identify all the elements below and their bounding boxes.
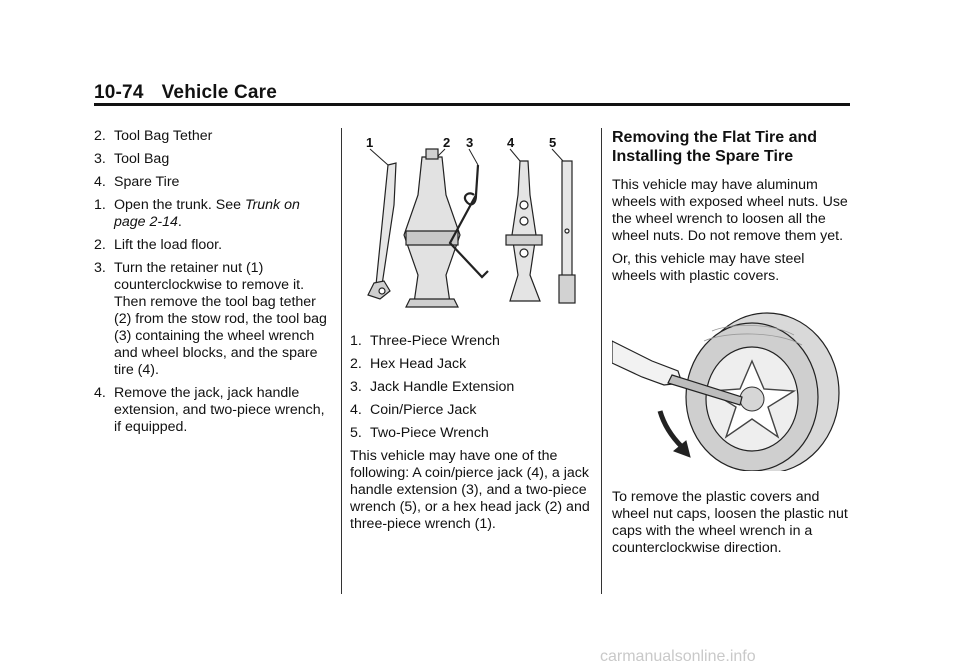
column-middle <box>350 135 595 539</box>
page-header <box>94 82 850 104</box>
list-item: 3. Jack Handle Extension <box>350 379 515 395</box>
callout-4: 4 <box>507 135 515 150</box>
trunk-reference-link[interactable]: Trunk on page 2-14 <box>114 197 300 230</box>
coin-pierce-jack-icon <box>506 161 542 301</box>
header-title <box>94 82 850 104</box>
list-item: 3. Tool Bag <box>94 151 170 167</box>
callout-1: 1 <box>366 135 374 150</box>
three-piece-wrench-icon <box>368 163 396 299</box>
section-heading: Removing the Flat Tire and Installing the Spare Tire <box>612 129 818 165</box>
list-item: 1. Open the trunk. See Trunk on page 2-14. <box>94 197 300 230</box>
watermark: carmanualsonline.info <box>600 648 756 665</box>
two-piece-wrench-icon <box>559 161 575 303</box>
wheel-wrench-illustration <box>612 301 852 471</box>
page-number: 10-74 <box>94 82 144 103</box>
jack-tools-illustration <box>350 135 595 313</box>
callout-2: 2 <box>443 135 451 150</box>
steps-list <box>94 197 334 436</box>
list-item: 2. Tool Bag Tether <box>94 128 213 144</box>
list-item: 2. Lift the load floor. <box>94 237 223 253</box>
list-item: 4. Spare Tire <box>94 174 180 190</box>
callout-3: 3 <box>466 135 474 150</box>
counterclockwise-arrow-icon <box>660 411 690 457</box>
tools-paragraph: This vehicle may have one of the following: A coin/pierce jack (4), a jack handle extension (3), and a two-piece wrench (5), or a hex head jack (2) and three-piece wrench (1). <box>350 448 590 532</box>
paragraph-aluminum: This vehicle may have aluminum wheels with exposed wheel nuts. Use the wheel wrench to loosen all the wheel nuts. Do not remove them yet. <box>612 177 848 244</box>
header-rule <box>94 103 850 106</box>
hex-head-jack-icon <box>404 149 460 307</box>
tools-legend <box>350 333 595 442</box>
list-item: 3. Turn the retainer nut (1) counterclockwise to remove it. Then remove the tool bag tether (2) from the stow rod, the tool bag (3) containing the wheel wrench and wheel blocks, and the spare tire (4). <box>94 260 327 378</box>
list-item: 1. Three-Piece Wrench <box>350 333 500 349</box>
section-title: Vehicle Care <box>161 82 278 103</box>
list-item: 2. Hex Head Jack <box>350 356 467 372</box>
column-left <box>94 128 334 442</box>
parts-list <box>94 128 334 191</box>
paragraph-steel: Or, this vehicle may have steel wheels with plastic covers. <box>612 251 805 284</box>
column-divider-2 <box>601 128 602 594</box>
column-right <box>612 128 852 563</box>
list-item: 4. Remove the jack, jack handle extension, and two-piece wrench, if equipped. <box>94 385 325 435</box>
paragraph-nut-caps: To remove the plastic covers and wheel nut caps, loosen the plastic nut caps with the wheel wrench in a counterclockwise direction. <box>612 489 848 556</box>
column-divider-1 <box>341 128 342 594</box>
callout-5: 5 <box>549 135 557 150</box>
list-item: 5. Two-Piece Wrench <box>350 425 489 441</box>
list-item: 4. Coin/Pierce Jack <box>350 402 477 418</box>
